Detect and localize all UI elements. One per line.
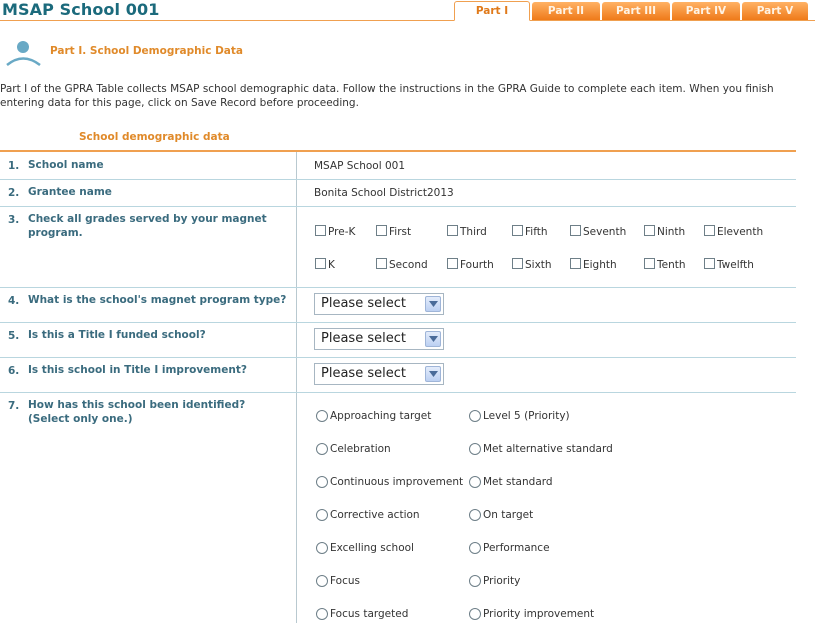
- question-number: 5.: [8, 330, 20, 342]
- radio-on-target[interactable]: On target: [469, 509, 533, 521]
- form-row-title-i-improvement: [0, 358, 796, 393]
- question-number: 4.: [8, 295, 20, 307]
- tab-part-2[interactable]: Part II: [532, 2, 600, 20]
- grade-checkbox-fourth[interactable]: Fourth: [447, 259, 494, 271]
- grade-checkbox-fifth[interactable]: Fifth: [512, 226, 547, 238]
- radio-button[interactable]: [469, 410, 481, 422]
- form-row-magnet-type: [0, 288, 796, 323]
- title-i-improvement-select[interactable]: [314, 363, 444, 385]
- school-name-value: MSAP School 001: [314, 160, 406, 172]
- form-row-school-name: [0, 152, 796, 180]
- radio-button[interactable]: [316, 575, 328, 587]
- radio-button[interactable]: [469, 575, 481, 587]
- radio-focus-targeted[interactable]: Focus targeted: [316, 608, 408, 620]
- radio-priority[interactable]: Priority: [469, 575, 520, 587]
- checkbox[interactable]: [570, 258, 581, 269]
- grade-checkbox-tenth[interactable]: Tenth: [644, 259, 686, 271]
- radio-button[interactable]: [316, 509, 328, 521]
- checkbox[interactable]: [315, 225, 326, 236]
- select-value: Please select: [321, 331, 406, 346]
- radio-button[interactable]: [316, 443, 328, 455]
- checkbox[interactable]: [644, 258, 655, 269]
- checkbox[interactable]: [512, 258, 523, 269]
- tab-part-3[interactable]: Part III: [602, 2, 670, 20]
- radio-button[interactable]: [469, 443, 481, 455]
- radio-performance[interactable]: Performance: [469, 542, 550, 554]
- chevron-down-icon[interactable]: [425, 331, 441, 347]
- tab-part-1[interactable]: Part I: [454, 1, 530, 21]
- radio-continuous-improvement[interactable]: Continuous improvement: [316, 476, 463, 488]
- tab-part-4[interactable]: Part IV: [672, 2, 740, 20]
- question-number: 1.: [8, 160, 20, 172]
- radio-met-standard[interactable]: Met standard: [469, 476, 553, 488]
- form-row-title-i-funded: [0, 323, 796, 358]
- radio-button[interactable]: [316, 476, 328, 488]
- section-title: Part I. School Demographic Data: [50, 45, 243, 57]
- grade-checkbox-sixth[interactable]: Sixth: [512, 259, 552, 271]
- checkbox[interactable]: [376, 225, 387, 236]
- grade-checkbox-pre-k[interactable]: Pre-K: [315, 226, 355, 238]
- question-number: 3.: [8, 214, 20, 226]
- radio-button[interactable]: [469, 542, 481, 554]
- radio-met-alternative-standard[interactable]: Met alternative standard: [469, 443, 613, 455]
- radio-button[interactable]: [469, 509, 481, 521]
- radio-button[interactable]: [316, 608, 328, 620]
- question-number: 6.: [8, 365, 20, 377]
- form-row-grantee-name: [0, 180, 796, 207]
- checkbox[interactable]: [447, 225, 458, 236]
- page-title: MSAP School 001: [2, 0, 160, 19]
- grade-checkbox-first[interactable]: First: [376, 226, 411, 238]
- radio-button[interactable]: [316, 410, 328, 422]
- radio-button[interactable]: [469, 476, 481, 488]
- checkbox[interactable]: [512, 225, 523, 236]
- chevron-down-icon[interactable]: [425, 296, 441, 312]
- checkbox[interactable]: [704, 258, 715, 269]
- grade-checkbox-seventh[interactable]: Seventh: [570, 226, 626, 238]
- grade-checkbox-third[interactable]: Third: [447, 226, 487, 238]
- checkbox[interactable]: [315, 258, 326, 269]
- checkbox[interactable]: [704, 225, 715, 236]
- radio-focus[interactable]: Focus: [316, 575, 360, 587]
- chevron-down-icon[interactable]: [425, 366, 441, 382]
- radio-priority-improvement[interactable]: Priority improvement: [469, 608, 594, 620]
- question-label: Check all grades served by your magnet program.: [28, 213, 267, 239]
- question-number: 7.: [8, 400, 20, 412]
- grade-checkbox-eleventh[interactable]: Eleventh: [704, 226, 763, 238]
- radio-celebration[interactable]: Celebration: [316, 443, 391, 455]
- question-label: What is the school's magnet program type?: [28, 294, 287, 306]
- radio-button[interactable]: [316, 542, 328, 554]
- radio-excelling-school[interactable]: Excelling school: [316, 542, 414, 554]
- grade-checkbox-k[interactable]: K: [315, 259, 335, 271]
- checkbox[interactable]: [644, 225, 655, 236]
- subsection-title: School demographic data: [79, 131, 230, 143]
- grade-checkbox-eighth[interactable]: Eighth: [570, 259, 617, 271]
- checkbox[interactable]: [570, 225, 581, 236]
- question-label: How has this school been identified? (Select only one.): [28, 399, 246, 425]
- app-header: [0, 0, 815, 22]
- radio-approaching-target[interactable]: Approaching target: [316, 410, 431, 422]
- question-label: School name: [28, 159, 104, 171]
- grade-checkbox-second[interactable]: Second: [376, 259, 428, 271]
- question-label: Grantee name: [28, 186, 112, 198]
- checkbox[interactable]: [376, 258, 387, 269]
- question-label: Is this a Title I funded school?: [28, 329, 206, 341]
- radio-level-5-priority[interactable]: Level 5 (Priority): [469, 410, 570, 422]
- grade-checkbox-ninth[interactable]: Ninth: [644, 226, 685, 238]
- person-icon: [6, 40, 42, 68]
- radio-corrective-action[interactable]: Corrective action: [316, 509, 420, 521]
- checkbox[interactable]: [447, 258, 458, 269]
- grantee-name-value: Bonita School District2013: [314, 187, 454, 199]
- select-value: Please select: [321, 366, 406, 381]
- radio-button[interactable]: [469, 608, 481, 620]
- select-value: Please select: [321, 296, 406, 311]
- intro-text: Part I of the GPRA Table collects MSAP school demographic data. Follow the instructions in the GPRA Guide to complete each item. When you finish entering data for this page, click on Save Record before proceeding.: [0, 83, 774, 109]
- question-label: Is this school in Title I improvement?: [28, 364, 247, 376]
- form-row-grades: [0, 207, 796, 288]
- part-tabs: [454, 2, 808, 21]
- grade-checkbox-twelfth[interactable]: Twelfth: [704, 259, 754, 271]
- title-i-funded-select[interactable]: [314, 328, 444, 350]
- question-number: 2.: [8, 187, 20, 199]
- tab-part-5[interactable]: Part V: [742, 2, 808, 20]
- magnet-type-select[interactable]: [314, 293, 444, 315]
